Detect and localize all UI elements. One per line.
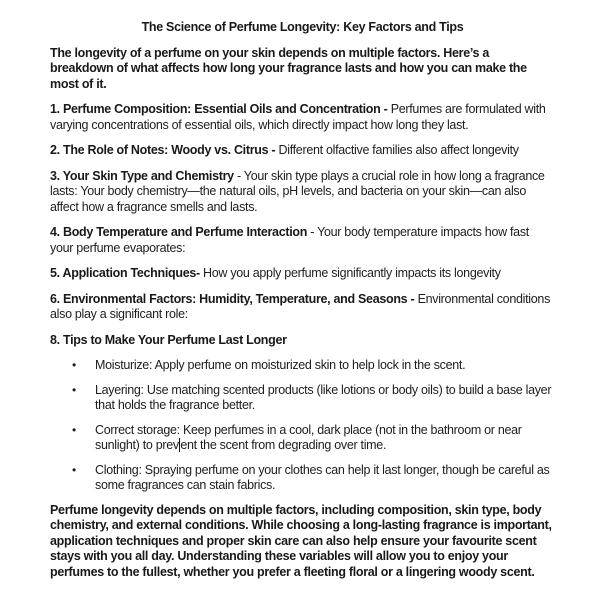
tips-list xyxy=(50,358,555,494)
section-2-body[interactable]: Different olfactive families also affect longevity xyxy=(278,143,519,157)
section-2-heading[interactable]: 2. The Role of Notes: Woody vs. Citrus - xyxy=(50,143,276,157)
tips-heading[interactable]: 8. Tips to Make Your Perfume Last Longer xyxy=(50,332,287,347)
bullet-icon: • xyxy=(72,462,76,477)
bullet-icon: • xyxy=(72,422,76,437)
intro-paragraph[interactable]: The longevity of a perfume on your skin depends on multiple factors. Here’s a breakdown of what affects how long your fragrance lasts and how you can make the most of it. xyxy=(50,45,527,91)
list-item[interactable] xyxy=(50,463,555,494)
tip-moisturize-text[interactable]: Moisturize: Apply perfume on moisturized skin to help lock in the scent. xyxy=(95,358,466,372)
section-1-body[interactable]: Perfumes are formulated with varying concentrations of essential oils, which directly impact how long they last. xyxy=(50,102,546,132)
bullet-icon: • xyxy=(72,382,76,397)
list-item[interactable] xyxy=(50,383,555,414)
tip-storage-text-after-caret[interactable]: ent the scent from degrading over time. xyxy=(180,438,387,452)
list-item[interactable] xyxy=(50,358,555,374)
document-title[interactable]: The Science of Perfume Longevity: Key Factors and Tips xyxy=(141,20,464,34)
tip-clothing-text[interactable]: Clothing: Spraying perfume on your clothes can help it last longer, though be careful as some fragrances can stain fabrics. xyxy=(95,462,550,492)
section-5-paragraph[interactable] xyxy=(50,266,555,282)
section-3-body[interactable]: - Your skin type plays a crucial role in how long a fragrance lasts: Your body chemistry—the natural oils, pH levels, and bacteria on your skin—can also affect how a fragrance smells and lasts. xyxy=(50,168,545,214)
list-item[interactable] xyxy=(50,423,555,454)
section-6-body[interactable]: Environmental conditions also play a significant role: xyxy=(50,291,551,321)
section-1-paragraph[interactable] xyxy=(50,102,555,133)
section-5-heading[interactable]: 5. Application Techniques- xyxy=(50,266,200,280)
section-6-heading[interactable]: 6. Environmental Factors: Humidity, Temperature, and Seasons - xyxy=(50,291,415,306)
section-3-paragraph[interactable] xyxy=(50,169,555,216)
section-6-paragraph[interactable] xyxy=(50,292,555,323)
bullet-icon: • xyxy=(72,358,76,372)
section-5-body[interactable]: How you apply perfume significantly impacts its longevity xyxy=(203,266,501,280)
tip-layering-text[interactable]: Layering: Use matching scented products (like lotions or body oils) to build a base layer that holds the fragrance better. xyxy=(95,382,552,412)
conclusion-paragraph[interactable]: Perfume longevity depends on multiple factors, including composition, skin type, body chemistry, and external conditions. While choosing a long-lasting fragrance is important, application techniques and proper skin care can also help ensure your favourite scent stays with you all day. Understanding these variables will allow you to enjoy your perfumes to the fullest, whether you prefer a fleeting floral or a lingering woody scent. xyxy=(50,502,552,579)
tip-storage-text-before-caret[interactable]: Correct storage: Keep perfumes in a cool, dark place (not in the bathroom or near sunlight) to prev xyxy=(95,422,522,452)
section-4-body[interactable]: - Your body temperature impacts how fast your perfume evaporates: xyxy=(50,225,529,255)
section-4-paragraph[interactable] xyxy=(50,225,555,256)
section-2-paragraph[interactable] xyxy=(50,143,555,159)
section-1-heading[interactable]: 1. Perfume Composition: Essential Oils and Concentration - xyxy=(50,102,388,116)
section-3-heading[interactable]: 3. Your Skin Type and Chemistry xyxy=(50,168,234,183)
section-4-heading[interactable]: 4. Body Temperature and Perfume Interaction xyxy=(50,225,308,239)
